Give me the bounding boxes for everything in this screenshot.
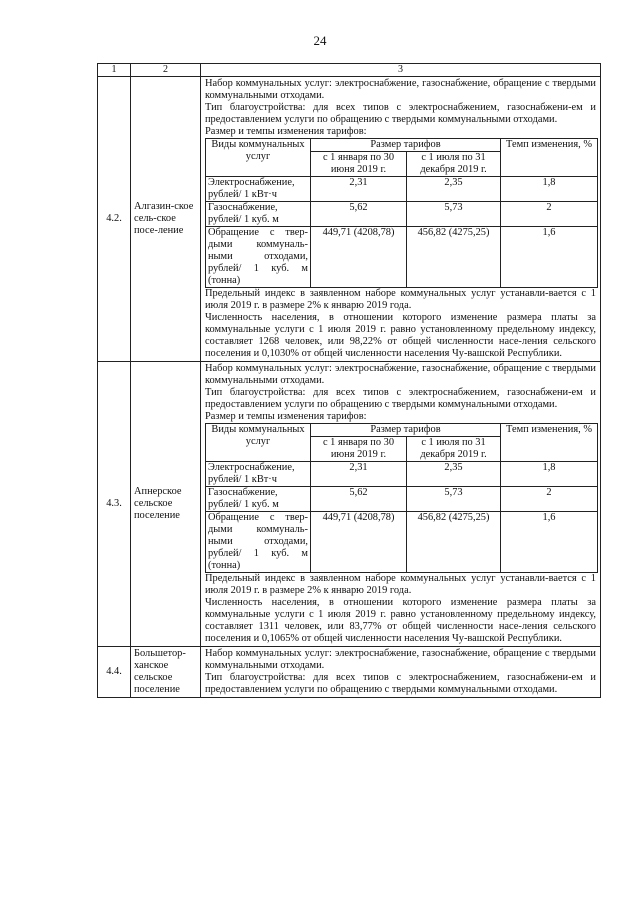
services-set-text: Набор коммунальных услуг: электроснабжение, газоснабжение, обращение с твердыми коммунальными отходами. xyxy=(205,78,596,101)
population-text: Численность населения, в отношении которого изменение размера платы за коммунальные услуги с 1 июля 2019 г. равно установленному предельному индексу, составляет 1268 человек, или 98,22% от общей численности насе-ления сельского поселения и 0,1030% от общей численности населения Чу-вашской Республики. xyxy=(205,312,596,359)
settlement-content xyxy=(201,77,601,362)
tariffs-header-row xyxy=(206,424,598,437)
tariff-table xyxy=(97,63,601,698)
settlement-content xyxy=(201,362,601,647)
amenity-type-text: Тип благоустройства: для всех типов с электроснабжением, газоснабжени-ем и предоставлением услуги по обращению с твердыми коммунальными отходами. xyxy=(205,387,596,410)
tariff-rate: 1,6 xyxy=(501,512,598,573)
service-name: Обращение с твер-дыми коммуналь-ными отходами, рублей/ 1 куб. м (тонна) xyxy=(206,227,311,288)
period2-header: с 1 июля по 31 декабря 2019 г. xyxy=(407,437,501,462)
services-set-text: Набор коммунальных услуг: электроснабжение, газоснабжение, обращение с твердыми коммунальными отходами. xyxy=(205,648,596,671)
tariff-period1: 449,71 (4208,78) xyxy=(311,512,407,573)
period1-header: с 1 января по 30 июня 2019 г. xyxy=(311,437,407,462)
tariff-period2: 2,35 xyxy=(407,177,501,202)
rate-header: Темп изменения, % xyxy=(501,139,598,177)
service-name: Электроснабжение, рублей/ 1 кВт·ч xyxy=(206,462,311,487)
tariffs-table xyxy=(205,423,598,573)
service-name: Обращение с твер-дыми коммуналь-ными отходами, рублей/ 1 куб. м (тонна) xyxy=(206,512,311,573)
rate-header: Темп изменения, % xyxy=(501,424,598,462)
settlement-row xyxy=(98,647,601,698)
tariff-rate: 2 xyxy=(501,487,598,512)
tariff-row xyxy=(206,512,598,573)
service-name: Электроснабжение, рублей/ 1 кВт·ч xyxy=(206,177,311,202)
tariffs-table xyxy=(205,138,598,288)
page-number: 24 xyxy=(313,33,327,48)
tariff-size-header: Размер тарифов xyxy=(311,139,501,152)
tariff-rate: 1,8 xyxy=(501,462,598,487)
tariff-period1: 5,62 xyxy=(311,202,407,227)
column-number: 3 xyxy=(201,64,601,77)
period2-header: с 1 июля по 31 декабря 2019 г. xyxy=(407,152,501,177)
period1-header: с 1 января по 30 июня 2019 г. xyxy=(311,152,407,177)
amenity-type-text: Тип благоустройства: для всех типов с электроснабжением, газоснабжени-ем и предоставлением услуги по обращению с твердыми коммунальными отходами. xyxy=(205,672,596,695)
row-number: 4.4. xyxy=(98,647,131,698)
tariff-period1: 2,31 xyxy=(311,177,407,202)
service-name: Газоснабжение, рублей/ 1 куб. м xyxy=(206,487,311,512)
services-header: Виды коммунальных услуг xyxy=(206,424,311,462)
amenity-type-text: Тип благоустройства: для всех типов с электроснабжением, газоснабжени-ем и предоставлением услуги по обращению с твердыми коммунальными отходами. xyxy=(205,102,596,125)
column-number: 2 xyxy=(131,64,201,77)
tariff-row xyxy=(206,462,598,487)
settlement-content xyxy=(201,647,601,698)
settlement-name: Апнерское сельское поселение xyxy=(131,362,201,647)
tariff-row xyxy=(206,227,598,288)
tariff-period2: 5,73 xyxy=(407,487,501,512)
tariff-size-header: Размер тарифов xyxy=(311,424,501,437)
tariff-rate: 1,6 xyxy=(501,227,598,288)
settlement-row xyxy=(98,77,601,362)
tariffs-header-row xyxy=(206,139,598,152)
tariff-period2: 5,73 xyxy=(407,202,501,227)
settlement-row xyxy=(98,362,601,647)
settlement-name: Алгазин-ское сель-ское посе-ление xyxy=(131,77,201,362)
tariff-rate: 2 xyxy=(501,202,598,227)
row-number: 4.2. xyxy=(98,77,131,362)
tariff-row xyxy=(206,487,598,512)
tariff-period2: 456,82 (4275,25) xyxy=(407,512,501,573)
tariffs-caption: Размер и темпы изменения тарифов: xyxy=(205,411,367,422)
tariff-row xyxy=(206,177,598,202)
column-number: 1 xyxy=(98,64,131,77)
settlement-name: Большетор-ханское сельское поселение xyxy=(131,647,201,698)
tariff-rate: 1,8 xyxy=(501,177,598,202)
service-name: Газоснабжение, рублей/ 1 куб. м xyxy=(206,202,311,227)
index-text: Предельный индекс в заявленном наборе коммунальных услуг устанавли-вается с 1 июля 2019 г. в размере 2% к январю 2019 года. xyxy=(205,288,596,311)
column-number-row xyxy=(98,64,601,77)
tariffs-caption: Размер и темпы изменения тарифов: xyxy=(205,126,367,137)
tariff-period1: 5,62 xyxy=(311,487,407,512)
services-set-text: Набор коммунальных услуг: электроснабжение, газоснабжение, обращение с твердыми коммунальными отходами. xyxy=(205,363,596,386)
tariff-period1: 449,71 (4208,78) xyxy=(311,227,407,288)
row-number: 4.3. xyxy=(98,362,131,647)
index-text: Предельный индекс в заявленном наборе коммунальных услуг устанавли-вается с 1 июля 2019 г. в размере 2% к январю 2019 года. xyxy=(205,573,596,596)
services-header: Виды коммунальных услуг xyxy=(206,139,311,177)
tariff-period1: 2,31 xyxy=(311,462,407,487)
population-text: Численность населения, в отношении которого изменение размера платы за коммунальные услуги с 1 июля 2019 г. равно установленному предельному индексу, составляет 1311 человек, или 83,77% от общей численности насе-ления сельского поселения и 0,1065% от общей численности населения Чу-вашской Республики. xyxy=(205,597,596,644)
tariff-row xyxy=(206,202,598,227)
tariff-period2: 456,82 (4275,25) xyxy=(407,227,501,288)
tariff-period2: 2,35 xyxy=(407,462,501,487)
